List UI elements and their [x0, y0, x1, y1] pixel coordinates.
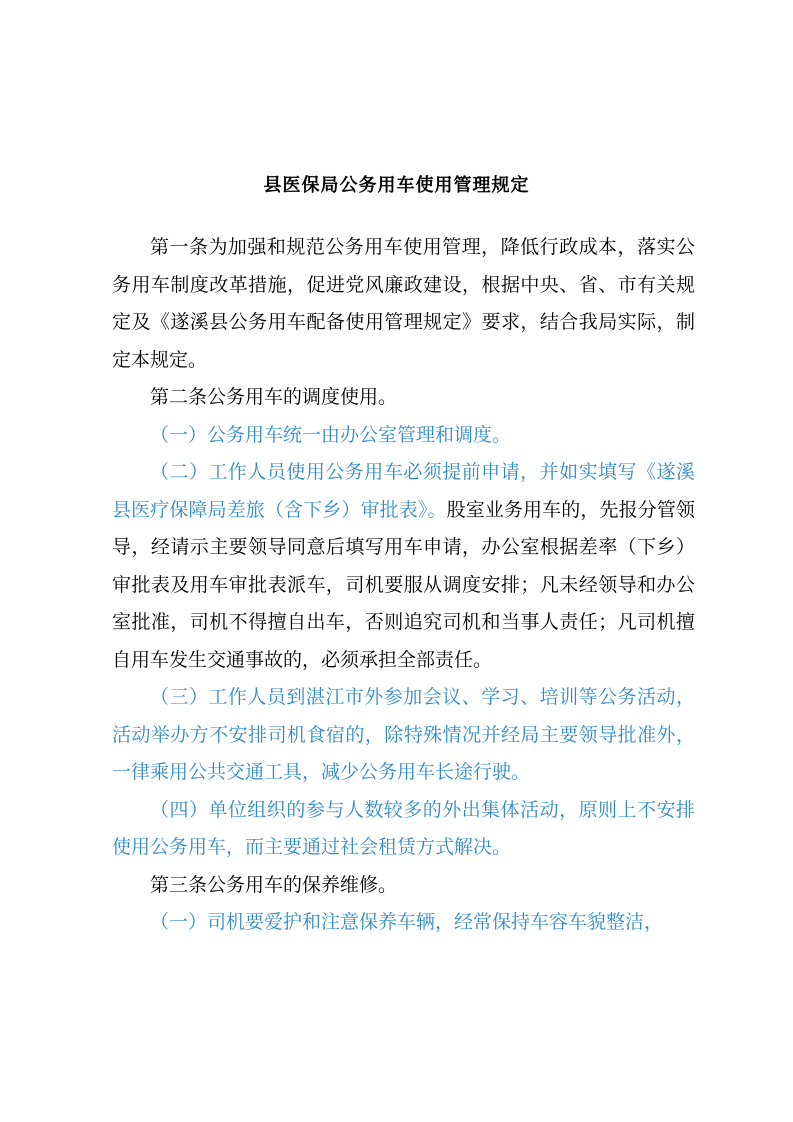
document-title: 县医保局公务用车使用管理规定	[263, 175, 530, 196]
article-2-item-2-rest: 股室业务用车的，先报分管领导，经请示主要领导同意后填写用车申请，办公室根据差率（下乡）审批表及用车审批表派车，司机要服从调度安排；凡未经领导和办公室批准，司机不得擅自出车，否则追究司机和当事人责任；凡司机擅自用车发生交通事故的，必须承担全部责任。	[112, 498, 695, 671]
article-2-item-2	[112, 454, 695, 679]
document-body	[112, 229, 695, 942]
article-2-item-2-highlight: （二）工作人员使用公务用车必须提前申请，并如实填写《遂溪县医疗保障局差旅（含下乡）审批表》。	[112, 461, 695, 521]
article-2-item-1: （一）公务用车统一由办公室管理和调度。	[150, 423, 512, 446]
article-3-heading: 第三条公务用车的保养维修。	[150, 873, 398, 896]
article-3-item-1: （一）司机要爱护和注意保养车辆，经常保持车容车貌整洁，	[150, 911, 664, 933]
article-2-item-3: （三）工作人员到湛江市外参加会议、学习、培训等公务活动，活动举办方不安排司机食宿的，除特殊情况并经局主要领导批准外，一律乘用公共交通工具，减少公务用车长途行驶。	[112, 686, 695, 783]
article-1-paragraph: 第一条为加强和规范公务用车使用管理，降低行政成本，落实公务用车制度改革措施，促进党风廉政建设，根据中央、省、市有关规定及《遂溪县公务用车配备使用管理规定》要求，结合我局实际，制定本规定。	[112, 236, 695, 371]
article-2-item-4: （四）单位组织的参与人数较多的外出集体活动，原则上不安排使用公务用车，而主要通过社会租赁方式解决。	[112, 798, 695, 858]
article-2-heading: 第二条公务用车的调度使用。	[150, 386, 398, 408]
